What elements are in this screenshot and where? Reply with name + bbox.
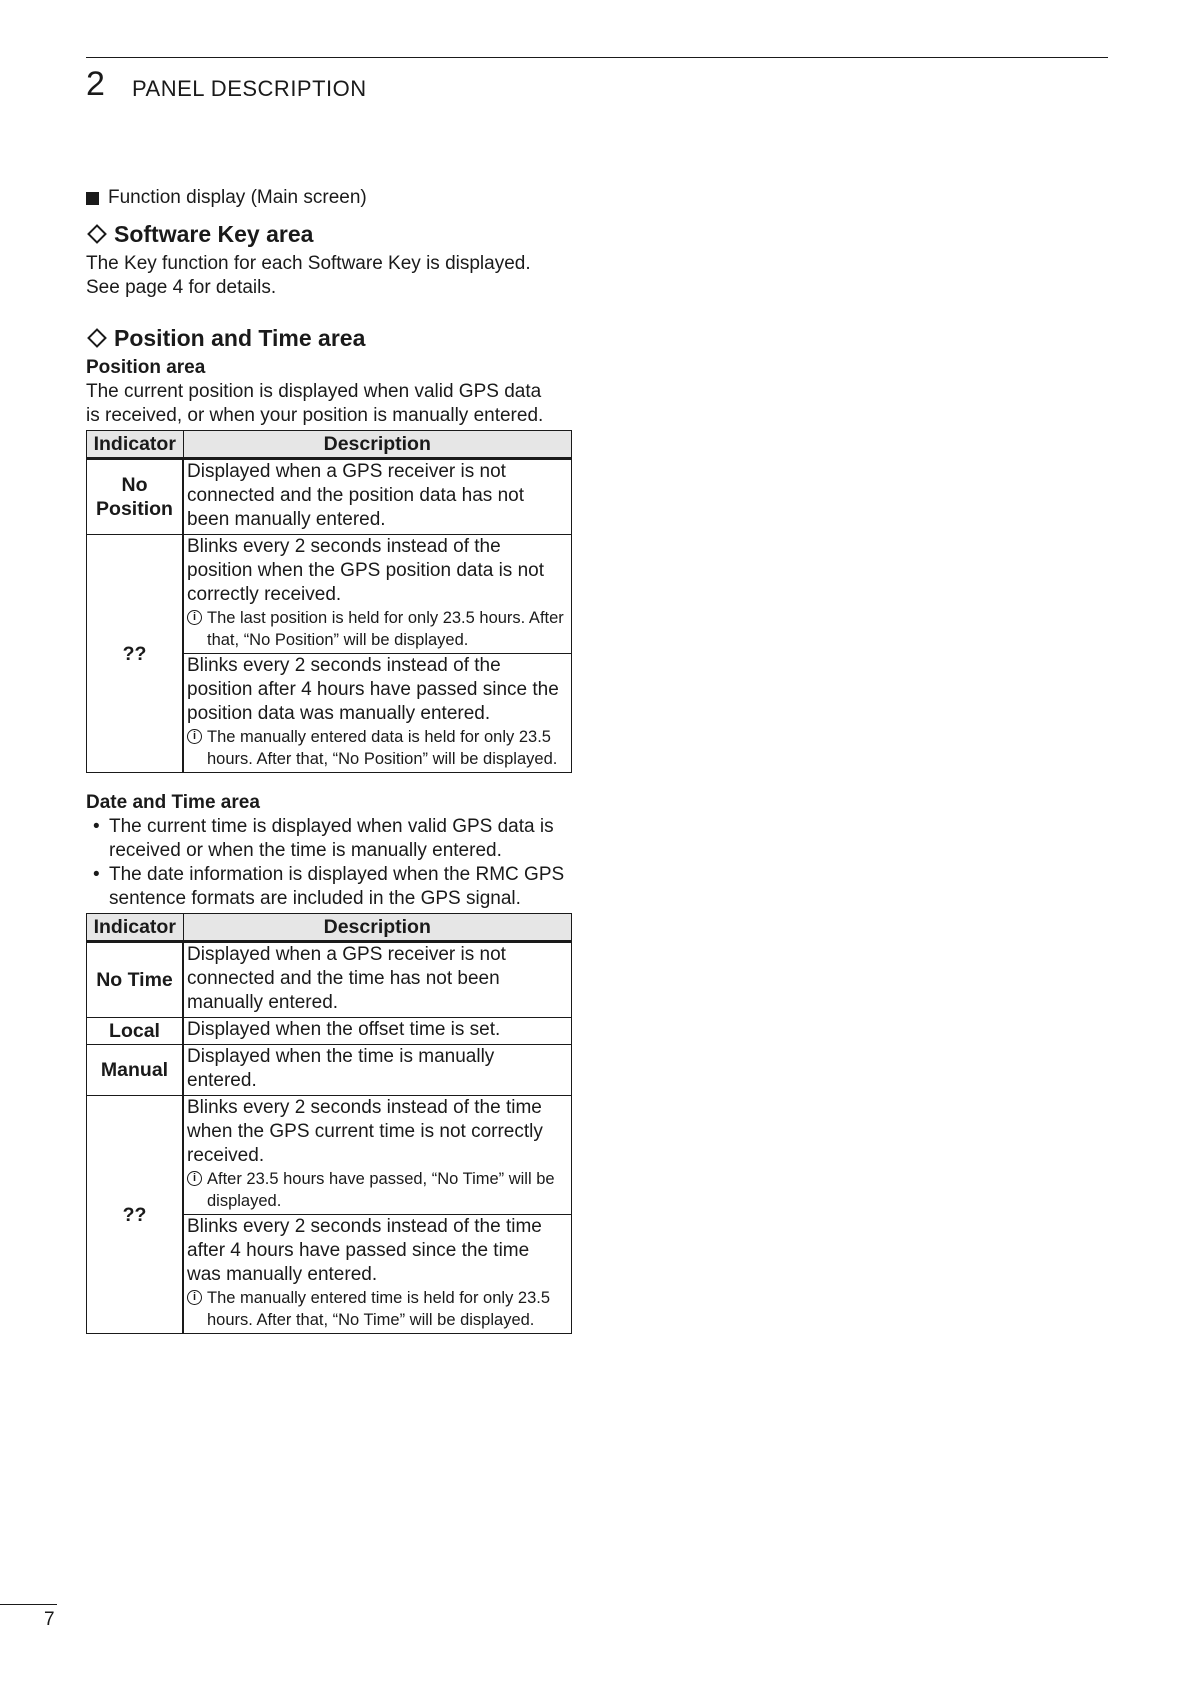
- time-indicator-table: [86, 913, 572, 1334]
- info-icon: i: [187, 729, 202, 744]
- indicator-no-time: No Time: [87, 942, 184, 1018]
- table-row: [87, 1096, 572, 1215]
- col-indicator-header: Indicator: [87, 431, 184, 459]
- description-no-position: Displayed when a GPS receiver is not connected and the position data has not been manually entered.: [183, 459, 572, 535]
- table-row: [87, 942, 572, 1018]
- col-description-header: Description: [183, 914, 572, 942]
- section-heading: [86, 186, 572, 210]
- chapter-number: 2: [86, 65, 105, 103]
- position-area-subtitle: Position area: [86, 357, 206, 378]
- description-blink-gps-time: [183, 1096, 572, 1215]
- table-row: [87, 535, 572, 654]
- table-row: [87, 1018, 572, 1045]
- position-time-heading-text: Position and Time area: [114, 325, 366, 351]
- position-time-heading: [86, 324, 572, 352]
- note-text: The manually entered time is held for only 23.5 hours. After that, “No Time” will be displayed.: [207, 1289, 551, 1329]
- indicator-manual: Manual: [87, 1045, 184, 1096]
- note-text: The manually entered data is held for only 23.5 hours. After that, “No Position” will be displayed.: [207, 728, 558, 768]
- description-local: Displayed when the offset time is set.: [183, 1018, 572, 1045]
- page-number: 7: [44, 1609, 55, 1630]
- note-text: The last position is held for only 23.5 hours. After that, “No Position” will be displayed.: [207, 609, 564, 649]
- table-header-row: [87, 914, 572, 942]
- note-text: After 23.5 hours have passed, “No Time” will be displayed.: [207, 1170, 555, 1210]
- square-bullet-icon: [86, 192, 99, 205]
- description-no-time: Displayed when a GPS receiver is not connected and the time has not been manually entered.: [183, 942, 572, 1018]
- description-manual: Displayed when the time is manually entered.: [183, 1045, 572, 1096]
- note: [187, 607, 568, 651]
- description-text: Blinks every 2 seconds instead of the time after 4 hours have passed since the time was manually entered.: [187, 1216, 542, 1285]
- position-intro-line-2: is received, or when your position is manually entered.: [86, 405, 544, 426]
- position-intro-line-1: The current position is displayed when valid GPS data: [86, 381, 542, 402]
- info-icon: i: [187, 1290, 202, 1305]
- diamond-icon: [87, 224, 107, 244]
- description-blink-gps: [183, 535, 572, 654]
- main-column: [86, 186, 572, 1334]
- note: [187, 1287, 568, 1331]
- description-text: Blinks every 2 seconds instead of the position when the GPS position data is not correctly received.: [187, 536, 545, 605]
- description-blink-manual-time: [183, 1215, 572, 1334]
- table-row: [87, 459, 572, 535]
- col-indicator-header: Indicator: [87, 914, 184, 942]
- info-icon: i: [187, 1171, 202, 1186]
- note: [187, 1168, 568, 1212]
- software-key-heading: [86, 220, 572, 248]
- diamond-icon: [87, 328, 107, 348]
- description-blink-manual: [183, 654, 572, 773]
- software-key-heading-text: Software Key area: [114, 221, 314, 247]
- position-indicator-table: [86, 430, 572, 773]
- info-icon: i: [187, 610, 202, 625]
- description-text: Blinks every 2 seconds instead of the position after 4 hours have passed since the position data was manually entered.: [187, 655, 559, 724]
- indicator-no-position: No Position: [87, 459, 184, 535]
- list-item: • The date information is displayed when the RMC GPS sentence formats are included in the GPS signal.: [86, 863, 572, 911]
- date-time-subtitle: Date and Time area: [86, 792, 260, 813]
- date-time-bullets: [86, 815, 572, 911]
- header-rule: [86, 57, 1108, 58]
- chapter-title: PANEL DESCRIPTION: [132, 76, 367, 101]
- indicator-local: Local: [87, 1018, 184, 1045]
- description-text: Blinks every 2 seconds instead of the time when the GPS current time is not correctly received.: [187, 1097, 543, 1166]
- footer-rule: [0, 1604, 57, 1605]
- note: [187, 726, 568, 770]
- indicator-blink-position: ??: [87, 535, 184, 773]
- col-description-header: Description: [183, 431, 572, 459]
- indicator-blink-time: ??: [87, 1096, 184, 1334]
- section-heading-text: Function display (Main screen): [108, 187, 367, 208]
- table-row: [87, 1045, 572, 1096]
- list-item: • The current time is displayed when valid GPS data is received or when the time is manually entered.: [86, 815, 572, 863]
- table-header-row: [87, 431, 572, 459]
- software-key-line-2: See page 4 for details.: [86, 277, 277, 298]
- software-key-line-1: The Key function for each Software Key is displayed.: [86, 253, 531, 274]
